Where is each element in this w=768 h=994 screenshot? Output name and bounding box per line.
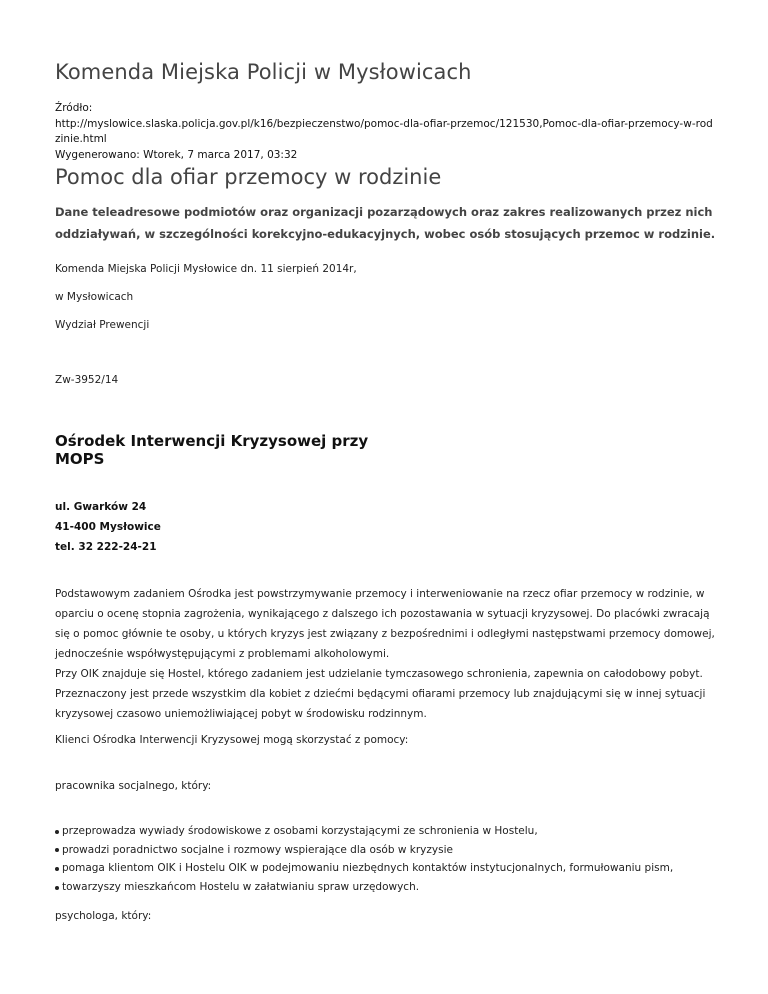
paragraph-social-worker: pracownika socjalnego, który: [55, 780, 212, 792]
paragraph-komenda: Komenda Miejska Policji Mysłowice dn. 11 sierpień 2014r, [55, 263, 357, 275]
paragraph-psychologist: psychologa, który: [55, 910, 152, 922]
site-title: Komenda Miejska Policji w Mysłowicach [55, 60, 472, 84]
address-phone: tel. 32 222-24-21 [55, 541, 157, 553]
list-item: towarzyszy mieszkańcom Hostelu w załatwianiu spraw urzędowych. [55, 878, 673, 897]
bullet-icon [55, 848, 59, 852]
section-heading: Ośrodek Interwencji Kryzysowej przy MOPS [55, 432, 369, 468]
list-item: pomaga klientom OIK i Hostelu OIK w podejmowaniu niezbędnych kontaktów instytucjonalnych, formułowaniu pism, [55, 859, 673, 878]
paragraph-hostel: Przy OIK znajduje się Hostel, którego zadaniem jest udzielanie tymczasowego schronienia, zapewnia on całodobowy pobyt. Przeznaczony jest przede wszystkim dla kobiet z dziećmi będącymi ofiarami przemocy lub znajdującymi się w innej sytuacji kryzysowej czasowo uniemożliwiającej pobyt w środowisku rodzinnym. [55, 668, 706, 720]
page-title: Pomoc dla ofiar przemocy w rodzinie [55, 165, 442, 189]
generated-date: Wygenerowano: Wtorek, 7 marca 2017, 03:32 [55, 148, 298, 161]
bullet-icon [55, 886, 59, 890]
address-block [55, 497, 161, 557]
lead-paragraph: Dane teleadresowe podmiotów oraz organizacji pozarządowych oraz zakres realizowanych przez nich oddziaływań, w szczególności korekcyjno-edukacyjnych, wobec osób stosujących przemoc w rodzinie. [55, 205, 716, 241]
print-meta [55, 101, 715, 163]
address-street: ul. Gwarków 24 [55, 501, 147, 513]
source-url[interactable]: http://myslowice.slaska.policja.gov.pl/k16/bezpieczenstwo/pomoc-dla-ofiar-przemoc/121530,Pomoc-dla-ofiar-przemocy-w-rodzinie.html [55, 117, 713, 145]
social-worker-list [55, 822, 673, 897]
paragraph-task: Podstawowym zadaniem Ośrodka jest powstrzymywanie przemocy i interweniowanie na rzecz ofiar przemocy w rodzinie, w oparciu o ocenę stopnia zagrożenia, wynikającego z dalszego ich pozostawania w sytuacji kryzysowej. Do placówki zwracają się o pomoc głównie te osoby, u których kryzys jest związany z bezpośrednimi i odległymi następstwami przemocy domowej, jednocześnie współwystępującymi z problemami alkoholowymi. [55, 588, 715, 660]
list-item: prowadzi poradnictwo socjalne i rozmowy wspierające dla osób w kryzysie [55, 841, 673, 860]
paragraph-department: Wydział Prewencji [55, 319, 150, 331]
paragraph-place: w Mysłowicach [55, 291, 134, 303]
source-label: Źródło: [55, 102, 93, 114]
paragraph-clients: Klienci Ośrodka Interwencji Kryzysowej mogą skorzystać z pomocy: [55, 734, 409, 746]
bullet-icon [55, 867, 59, 871]
bullet-icon [55, 830, 59, 834]
paragraph-reference: Zw-3952/14 [55, 374, 119, 386]
address-city: 41-400 Mysłowice [55, 521, 161, 533]
list-item: przeprowadza wywiady środowiskowe z osobami korzystającymi ze schronienia w Hostelu, [55, 822, 673, 841]
